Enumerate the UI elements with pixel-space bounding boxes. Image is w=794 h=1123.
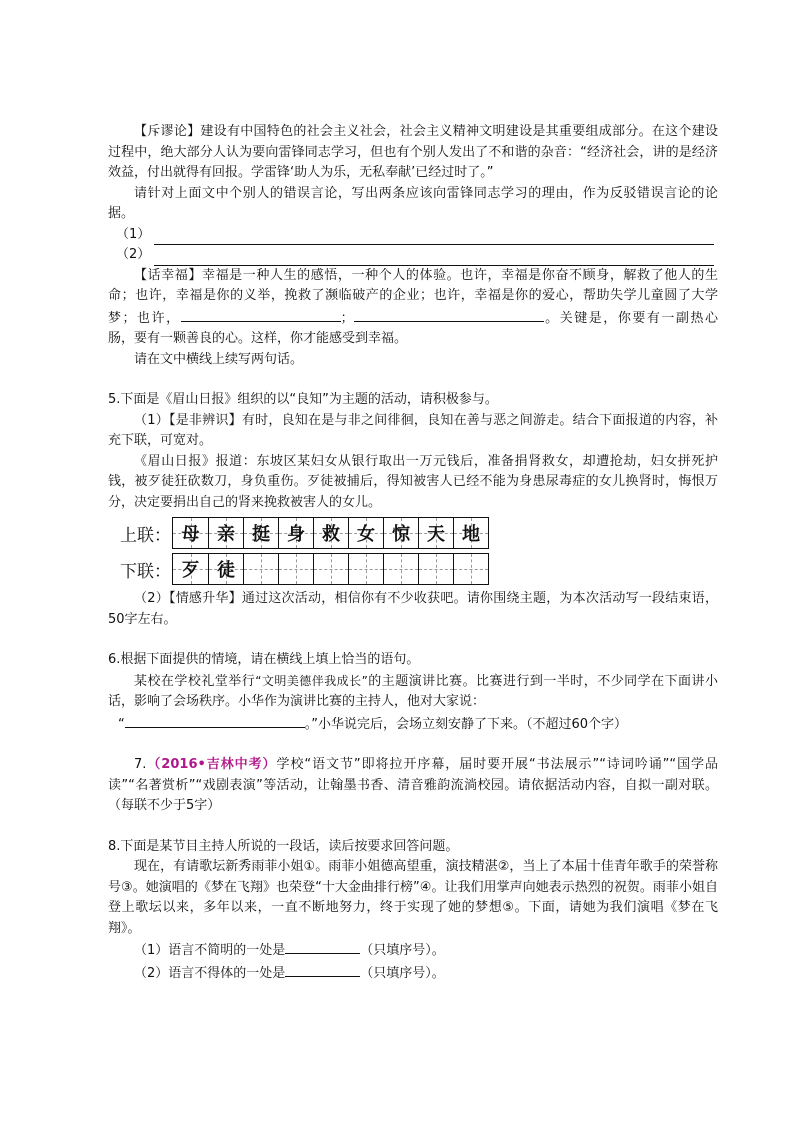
couplet-upper-label: 上联：: [120, 525, 171, 546]
q8-sub2: （2）语言不得体的一处是 （只填序号）。: [108, 962, 718, 985]
answer-line-2: （2）: [108, 245, 718, 266]
grid-cell-blank[interactable]: [313, 554, 348, 584]
answer-line-1: （1）: [108, 225, 718, 246]
q5-intro: 5.下面是《眉山日报》组织的以“良知”为主题的活动，请积极参与。: [108, 392, 498, 407]
grid-cell: 挺: [243, 518, 278, 548]
answer-blank-1[interactable]: [154, 229, 714, 245]
grid-cell-blank[interactable]: [243, 554, 278, 584]
tag-chi-miulun: 【斥谬论】: [134, 124, 201, 139]
couplet-lower-label: 下联：: [120, 561, 171, 582]
paragraph-hua-xingfu: 【话幸福】幸福是一种人生的感悟，一种个人的体验。也许，幸福是你奋不顾身，解救了他人的生命；也许，幸福是你的义举，挽救了濒临破产的企业；也许，幸福是你的爱心，帮助失学儿童圆了大学梦；也许， ； 。关键是，你要有一副热心肠，要有一颗善良的心。这样，你才能感受到幸福。: [108, 267, 718, 346]
q5-sub2: （2）【情感升华】通过这次活动，相信你有不少收获吧。请你围绕主题，为本次活动写一段结束语，50字左右。: [108, 591, 718, 627]
q6-scenario: 某校在学校礼堂举行“文明美德伴我成长”的主题演讲比赛。比赛进行到一半时，不少同学在下面讲小话，影响了会场秩序。小华作为演讲比赛的主持人，他对大家说：: [108, 673, 718, 709]
task-chi-miulun: 请针对上面文中个别人的错误言论，写出两条应该向雷锋同志学习的理由，作为反驳错误言论的论据。: [108, 185, 718, 221]
fill-blank-xingfu-2[interactable]: [354, 307, 544, 322]
couplet-upper: [120, 517, 718, 549]
q8-sub1: （1）语言不简明的一处是 （只填序号）。: [108, 939, 718, 962]
grid-cell: 亲: [208, 518, 243, 548]
grid-cell-blank[interactable]: [453, 554, 488, 584]
grid-cell: 徒: [208, 554, 243, 584]
grid-cell: 地: [453, 518, 488, 548]
tag-hua-xingfu: 【话幸福】: [134, 267, 202, 283]
document-page: [108, 122, 718, 984]
grid-cell: 救: [313, 518, 348, 548]
grid-cell: 天: [418, 518, 453, 548]
fill-blank-xingfu-1[interactable]: [181, 307, 341, 322]
q6-theme: “文明美德伴我成长”: [255, 673, 368, 688]
grid-cell: 歹: [173, 554, 208, 584]
task-hua-xingfu: 请在文中横线上续写两句话。: [134, 351, 304, 367]
q8-text: 现在，有请歌坛新秀雨菲小姐①。雨菲小姐德高望重，演技精湛②，当上了本届十佳青年歌手的荣誉称号③。她演唱的《梦在飞翔》也荣登“十大金曲排行榜”④。让我们用掌声向她表示热烈的祝贺。雨菲小姐自登上歌坛以来，多年以来，一直不断地努力，终于实现了她的梦想⑤。下面，请她为我们演唱《梦在飞翔》。: [108, 859, 718, 936]
q6-answer-line: “ 。”小华说完后，会场立刻安静了下来。（不超过60个字）: [108, 713, 718, 736]
couplet-upper-grid: [172, 517, 489, 549]
q8-fill-blank-1[interactable]: [285, 939, 360, 954]
q7-paragraph: 7.（2016•吉林中考）学校“语文节”即将拉开序幕，届时要开展“书法展示”“诗词吟诵”“国学品读”“名著赏析”“戏剧表演”等活动，让翰墨书香、清音雅韵流淌校园。请依据活动内容，自拟一副对联。（每联不少于5字）: [108, 757, 718, 813]
q8-fill-blank-2[interactable]: [285, 962, 360, 977]
paragraph-chi-miulun: 【斥谬论】建设有中国特色的社会主义社会，社会主义精神文明建设是其重要组成部分。在这个建设过程中，绝大部分人认为要向雷锋同志学习，但也有个别人发出了不和谐的杂音：“经济社会，讲的是经济效益，付出就得有回报。学雷锋‘助人为乐，无私奉献’已经过时了。”: [108, 124, 718, 180]
q6-intro: 6.根据下面提供的情境，请在横线上填上恰当的语句。: [108, 652, 420, 667]
grid-cell-blank[interactable]: [383, 554, 418, 584]
grid-cell: 身: [278, 518, 313, 548]
q8-intro: 8.下面是某节目主持人所说的一段话，读后按要求回答问题。: [108, 838, 459, 854]
grid-cell-blank[interactable]: [348, 554, 383, 584]
couplet-lower-grid: [172, 553, 489, 585]
q6-fill-blank[interactable]: [125, 713, 305, 728]
q5-report: 《眉山日报》报道：东坡区某妇女从银行取出一万元钱后，准备捐肾救女，却遭抢劫，妇女拼死护钱，被歹徒狂砍数刀，身负重伤。歹徒被捕后，得知被害人已经不能为身患尿毒症的女儿换肾时，悔恨万分，决定要捐出自己的肾来挽救被害人的女儿。: [108, 453, 718, 510]
grid-cell: 惊: [383, 518, 418, 548]
answer-blank-2[interactable]: [154, 250, 714, 266]
q7-source: （2016•吉林中考）: [146, 757, 277, 772]
grid-cell: 女: [348, 518, 383, 548]
grid-cell-blank[interactable]: [418, 554, 453, 584]
grid-cell-blank[interactable]: [278, 554, 313, 584]
grid-cell: 母: [173, 518, 208, 548]
couplet-lower: [120, 553, 718, 585]
q5-sub1: （1）【是非辨识】有时，良知在是与非之间徘徊，良知在善与恶之间游走。结合下面报道的内容，补充下联，可宽对。: [108, 412, 718, 448]
